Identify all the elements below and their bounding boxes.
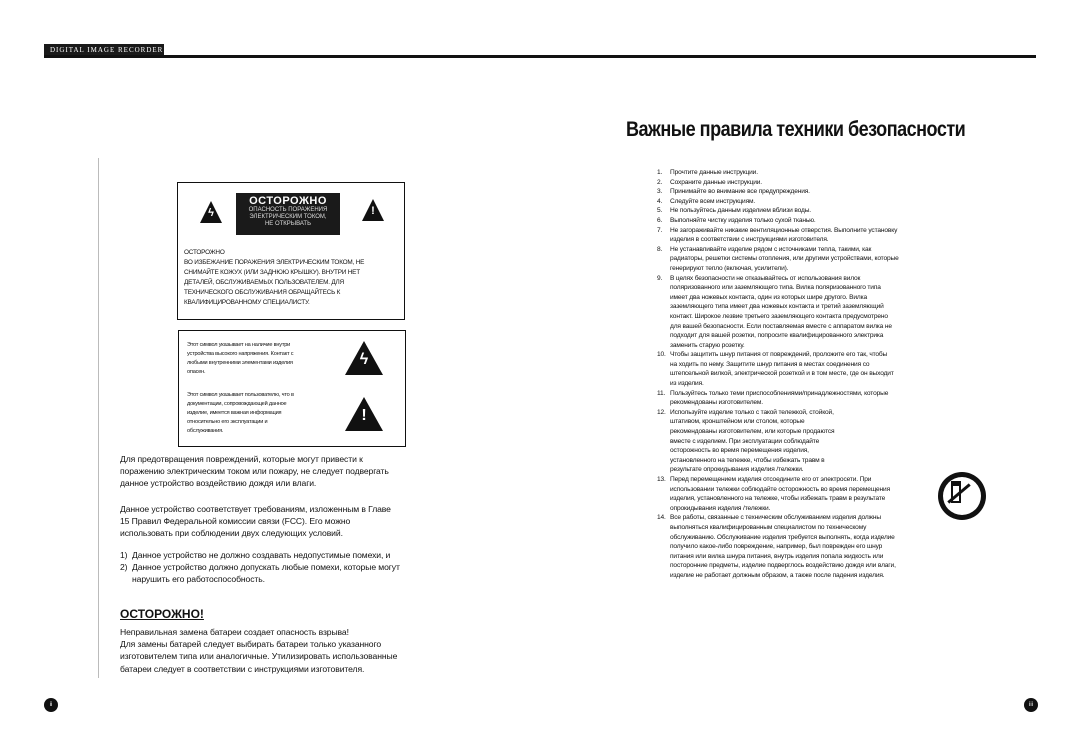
high-voltage-symbol-text — [187, 341, 332, 377]
warning-text-line: ДЕТАЛЕЙ, ОБСЛУЖИВАЕМЫХ ПОЛЬЗОВАТЕЛЕМ. ДЛЯ — [184, 279, 344, 286]
rule-text — [670, 178, 1009, 188]
rule-line: Чтобы защитить шнур питания от повреждений, проложите его так, чтобы — [670, 351, 888, 359]
rule-text — [670, 226, 1009, 245]
symbol-text-line: устройства высокого напряжения. Контакт с — [187, 351, 294, 357]
paragraph-line: Данное устройство соответствует требованиям, изложенным в Главе — [120, 504, 391, 514]
high-voltage-symbol-icon: ϟ — [345, 341, 383, 375]
safety-rule-item — [657, 216, 1009, 226]
rule-number: 12. — [657, 408, 666, 416]
rule-number: 5. — [657, 207, 663, 215]
paragraph-line: батареи следует в соответствии с инструкциями изготовителя. — [120, 663, 365, 674]
exclamation-warning-icon: ! — [362, 199, 384, 221]
moisture-warning-paragraph — [120, 453, 465, 490]
rule-line: вместе с изделием. При эксплуатации соблюдайте — [670, 437, 820, 445]
symbol-text-line: относительно его эксплуатации и — [187, 419, 268, 425]
warning-banner-line: ОПАСНОСТЬ ПОРАЖЕНИЯ — [248, 207, 328, 213]
safety-rule-item — [657, 197, 1009, 207]
warning-text-line: ОСТОРОЖНО — [184, 249, 225, 256]
rule-number: 3. — [657, 188, 663, 196]
rule-line: генерируют тепло (включая, усилители). — [670, 264, 789, 272]
rule-line: рекомендованы изготовителем. — [670, 399, 763, 407]
rule-text — [670, 513, 1009, 580]
condition-item — [120, 561, 465, 585]
condition-number: 2) — [120, 562, 128, 573]
rule-line: выполняться квалифицированным специалистом по техническому — [670, 523, 867, 531]
condition-item — [120, 549, 465, 561]
page-title: Важные правила техники безопасности — [626, 118, 966, 141]
rule-line: изделия в соответствии с инструкциями изготовителя. — [670, 236, 829, 244]
rule-text — [670, 274, 1009, 351]
cart-tip-over-warning-icon — [938, 472, 986, 520]
rule-number: 2. — [657, 178, 663, 186]
rule-number: 8. — [657, 245, 663, 253]
rule-line: Все работы, связанные с техническим обслуживанием изделия должны — [670, 514, 881, 522]
symbol-text-line: любыми внутренними элементами изделия — [187, 360, 293, 366]
rule-line: Используйте изделие только с такой тележкой, стойкой, — [670, 408, 834, 416]
warning-banner — [236, 193, 340, 235]
rule-line: Перед перемещением изделия отсоедините его от электросети. При — [670, 476, 872, 483]
rule-text — [670, 408, 1009, 475]
page-number-right: iii — [1024, 698, 1038, 712]
warning-label-text — [184, 248, 399, 308]
paragraph-line: Для предотвращения повреждений, которые могут привести к — [120, 454, 363, 464]
exclamation-symbol-text — [187, 391, 332, 436]
rule-number: 1. — [657, 169, 663, 176]
high-voltage-warning-icon: ϟ — [200, 201, 222, 223]
left-margin-rule — [98, 158, 99, 678]
symbol-text-line: обслуживания. — [187, 428, 224, 434]
rule-line: осторожность во время перемещения изделия, — [670, 447, 809, 455]
rule-line: для вашей безопасности. Если поставляемая вместе с аппаратом вилка не — [670, 322, 892, 330]
warning-text-line: ТЕХНИЧЕСКОГО ОБСЛУЖИВАНИЯ ОБРАЩАЙТЕСЬ К — [184, 289, 341, 296]
rule-line: контакт. Широкое лезвие третьего заземляющего контакта предусмотрено — [670, 312, 888, 320]
rule-line: Не загораживайте никакие вентиляционные отверстия. Выполните установку — [670, 226, 898, 234]
rule-number: 4. — [657, 197, 663, 205]
rule-number: 9. — [657, 274, 663, 282]
rule-text — [670, 389, 1009, 408]
rule-line: на ходить по нему. Защитите шнур питания в местах соединения со — [670, 360, 870, 368]
rule-number: 7. — [657, 226, 663, 234]
rule-line: имеет два ножевых контакта, один из которых шире другого. Вилка — [670, 293, 868, 301]
rule-line: рекомендованы изготовителем, или которые продаются — [670, 428, 835, 436]
rule-line: Не устанавливайте изделие рядом с источниками тепла, такими, как — [670, 245, 872, 253]
rule-line: подходит для вашей розетки, попросите квалифицированного электрика — [670, 332, 884, 340]
condition-line: нарушить его работоспособность. — [132, 574, 265, 585]
rule-line: результате опрокидывания изделия /тележки. — [670, 466, 804, 474]
warning-text-line: КВАЛИФИЦИРОВАННОМУ СПЕЦИАЛИСТУ. — [184, 299, 310, 306]
rule-line: изделия, установленного на тележке, чтобы избежать травм в результате — [670, 495, 886, 503]
rule-line: получило какое-либо повреждение, например, был поврежден его шнур — [670, 543, 883, 551]
rule-line: обслуживанию. Обслуживание изделия требуется выполнять, когда изделие — [670, 533, 895, 541]
battery-caution-paragraph — [120, 626, 465, 675]
rule-line: заземляющего типа имеет два ножевых контакта и третий заземляющий — [670, 303, 884, 311]
condition-line: Данное устройство должно допускать любые помехи, которые могут — [132, 562, 400, 573]
header-rule — [44, 55, 1036, 58]
safety-rule-item — [657, 274, 1009, 351]
symbol-text-line: Этот символ указывает пользователю, что в — [187, 392, 294, 398]
symbols-explanation-box — [178, 330, 406, 447]
rule-line: Не пользуйтесь данным изделием вблизи воды. — [670, 207, 811, 215]
paragraph-line: Для замены батарей следует выбирать батареи только указанного — [120, 639, 382, 650]
rule-text — [670, 206, 1009, 216]
symbol-text-line: изделие, имеется важная информация — [187, 410, 282, 416]
warning-banner-title: ОСТОРОЖНО — [249, 195, 327, 207]
rule-line: радиаторы, решетки системы отопления, или другими устройствами, которые — [670, 255, 899, 263]
safety-rule-item — [657, 513, 1009, 580]
safety-rule-item — [657, 178, 1009, 188]
rule-text — [670, 245, 1009, 274]
header-label: DIGITAL IMAGE RECORDER — [44, 44, 164, 57]
safety-rule-item — [657, 408, 1009, 475]
rule-text — [670, 197, 1009, 207]
paragraph-line: изготовителем типа или аналогичные. Утилизировать использованные — [120, 651, 398, 662]
safety-rule-item — [657, 168, 1009, 178]
paragraph-line: использовать при соблюдении двух следующих условий. — [120, 528, 343, 539]
fcc-paragraph — [120, 503, 465, 540]
rule-line: Следуйте всем инструкциям. — [670, 197, 756, 205]
rule-line: установленного на тележке, чтобы избежать травм в — [670, 456, 825, 464]
battery-caution-heading: ОСТОРОЖНО! — [120, 607, 204, 621]
warning-label-box — [177, 182, 405, 320]
rule-line: использовании тележки соблюдайте осторожность во время перемещения — [670, 485, 890, 493]
safety-rule-item — [657, 226, 1009, 245]
rule-line: из изделия. — [670, 380, 704, 388]
symbol-text-line: документации, сопровождающей данное — [187, 401, 287, 407]
exclamation-symbol-icon: ! — [345, 397, 383, 431]
symbol-text-line: Этот символ указывает на наличие внутри — [187, 342, 291, 348]
condition-number: 1) — [120, 550, 128, 560]
safety-rule-item — [657, 350, 1009, 388]
safety-rule-item — [657, 389, 1009, 408]
rule-number: 11. — [657, 389, 666, 397]
symbol-text-line: опасен. — [187, 369, 206, 375]
page-number-left: ii — [44, 698, 58, 712]
warning-text-line: СНИМАЙТЕ КОЖУХ (ИЛИ ЗАДНЮЮ КРЫШКУ). ВНУТРИ НЕТ — [184, 269, 360, 276]
paragraph-line: поражению электрическим током или пожару, не следует подвергать — [120, 466, 389, 477]
rule-line: штативом, кронштейном или столом, которые — [670, 418, 805, 426]
rule-line: посторонние предметы, изделие подверглось воздействию дождя или влаги, — [670, 562, 896, 570]
fcc-conditions-list — [120, 549, 465, 586]
rule-line: поляризованного или заземляющего типа. Вилка поляризованного типа — [670, 284, 881, 292]
warning-banner-line: НЕ ОТКРЫВАТЬ — [264, 221, 312, 227]
rule-line: Выполняйте чистку изделия только сухой тканью. — [670, 216, 816, 224]
condition-line: Данное устройство не должно создавать недопустимые помехи, и — [132, 550, 391, 560]
rule-number: 13. — [657, 476, 666, 483]
rule-line: Сохраните данные инструкции. — [670, 178, 762, 186]
warning-text-line: ВО ИЗБЕЖАНИЕ ПОРАЖЕНИЯ ЭЛЕКТРИЧЕСКИМ ТОКОМ, НЕ — [184, 259, 365, 266]
safety-rule-item — [657, 206, 1009, 216]
rule-number: 6. — [657, 216, 663, 224]
rule-line: Прочтите данные инструкции. — [670, 169, 758, 176]
paragraph-line: данное устройство воздействию дождя или влаги. — [120, 478, 317, 489]
paragraph-line: Неправильная замена батареи создает опасность взрыва! — [120, 627, 349, 637]
rule-number: 14. — [657, 514, 666, 522]
rule-line: изделие не работает должным образом, а также после падения изделия. — [670, 571, 885, 579]
rule-text — [670, 187, 1009, 197]
rule-text — [670, 168, 1009, 178]
rule-line: Пользуйтесь только теми приспособлениями/принадлежностями, которые — [670, 389, 889, 397]
warning-banner-line: ЭЛЕКТРИЧЕСКИМ ТОКОМ, — [249, 214, 327, 220]
rule-text — [670, 216, 1009, 226]
rule-line: заменить старую розетку. — [670, 341, 745, 349]
rule-line: опрокидывания изделия /тележки. — [670, 504, 771, 512]
rule-line: штепсельной вилкой, электрической розеткой и в том месте, где он выходит — [670, 370, 894, 378]
paragraph-line: 15 Правил Федеральной комиссии связи (FCC). Его можно — [120, 516, 351, 527]
safety-rule-item — [657, 245, 1009, 274]
safety-rule-item — [657, 187, 1009, 197]
rule-number: 10. — [657, 351, 666, 359]
rule-line: В целях безопасности не отказывайтесь от использования вилок — [670, 274, 861, 282]
rule-line: питания или вилка шнура питания, внутрь изделия попала жидкость или — [670, 552, 884, 560]
rule-line: Принимайте во внимание все предупреждения. — [670, 188, 810, 196]
rule-text — [670, 350, 1009, 388]
